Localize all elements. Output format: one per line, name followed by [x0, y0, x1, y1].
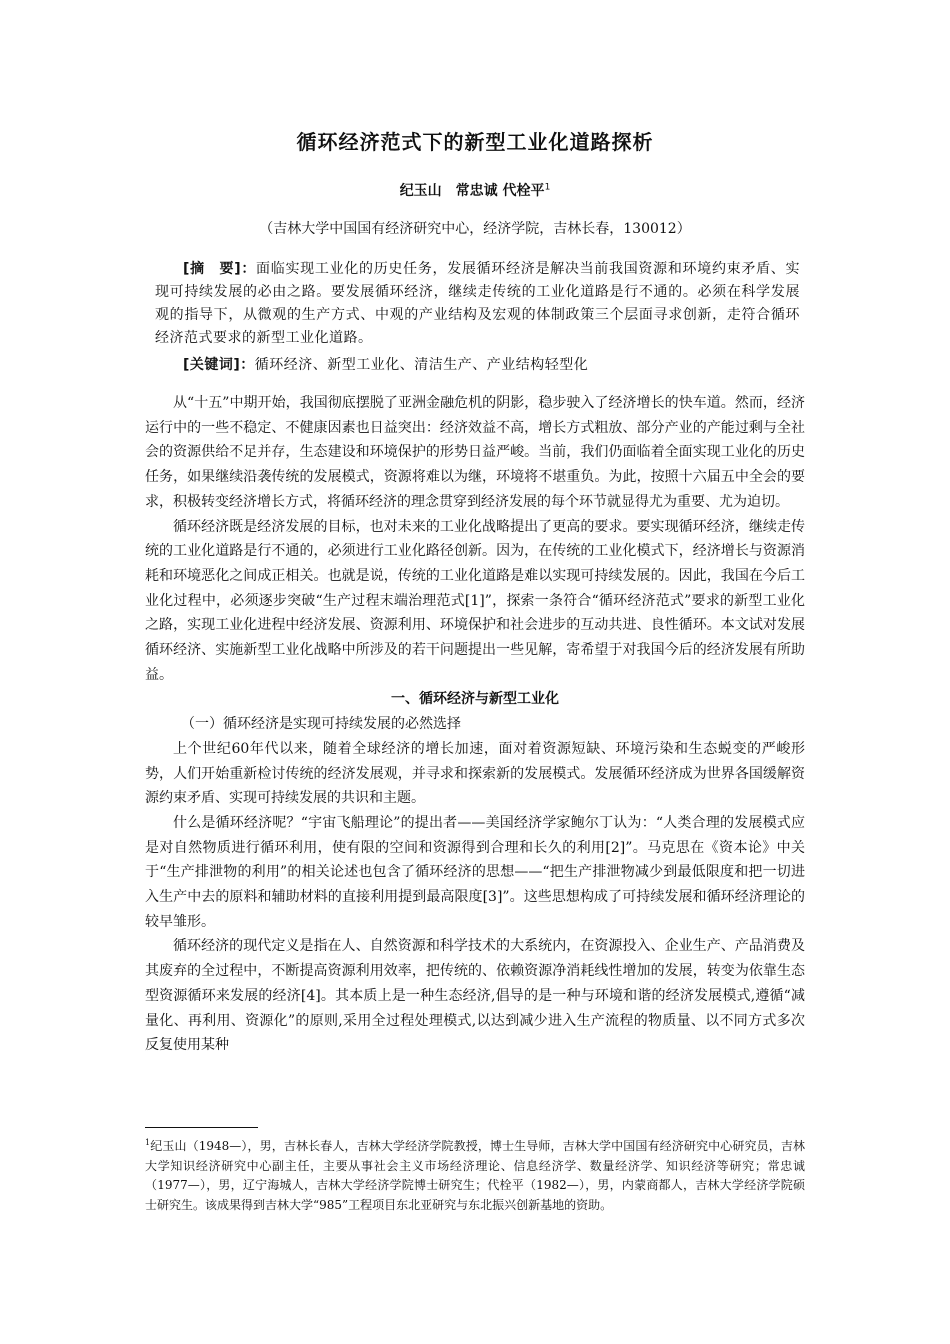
subsection-heading: （一）循环经济是实现可持续发展的必然选择 [181, 716, 461, 733]
keywords-text: 循环经济、新型工业化、清洁生产、产业结构轻型化 [254, 357, 589, 373]
intro-paragraph: 循环经济既是经济发展的目标，也对未来的工业化战略提出了更高的要求。要实现循环经济，继续走传统的工业化道路是行不通的，必须进行工业化路径创新。因为，在传统的工业化模式下，经济增长与资源消耗和环境恶化之间成正相关。也就是说，传统的工业化道路是难以实现可持续发展的。因此，我国在今后工业化过程中，必须逐步突破“生产过程末端治理范式[1]”，探索一条符合“循环经济范式”要求的新型工业化之路，实现工业化进程中经济发展、资源利用、环境保护和社会进步的互动共进、良性循环。本文试对发展循环经济、实施新型工业化战略中所涉及的若干问题提出一些见解，寄希望于对我国今后的经济发展有所助益。 [145, 518, 805, 683]
intro-paragraph: 从“十五”中期开始，我国彻底摆脱了亚洲金融危机的阴影，稳步驶入了经济增长的快车道。然而，经济运行中的一些不稳定、不健康因素也日益突出：经济效益不高，增长方式粗放、部分产业的产能过剩与全社会的资源供给不足并存，生态建设和环境保护的形势日益严峻。当前，我们仍面临着全面实现工业化的历史任务，如果继续沿袭传统的发展模式，资源将难以为继，环境将不堪重负。为此，按照十六届五中全会的要求，积极转变经济增长方式，将循环经济的理念贯穿到经济发展的每个环节就显得尤为重要、尤为迫切。 [145, 395, 805, 510]
main-text [145, 391, 805, 1058]
footnote-divider [145, 1127, 258, 1128]
footnote-mark: 1 [145, 1138, 151, 1147]
body-paragraph: 上个世纪60年代以来，随着全球经济的增长加速，面对着资源短缺、环境污染和生态蜕变的严峻形势，人们开始重新检讨传统的经济发展观，并寻求和探索新的发展模式。发展循环经济成为世界各国缓解资源约束矛盾、实现可持续发展的共识和主题。 [145, 740, 805, 807]
footnote-text: 纪玉山（1948—），男，吉林长春人，吉林大学经济学院教授，博士生导师，吉林大学中国国有经济研究中心研究员，吉林大学知识经济研究中心副主任，主要从事社会主义市场经济理论、信息经济学、数量经济学、知识经济等研究；常忠诚（1977—），男，辽宁海城人，吉林大学经济学院博士研究生；代栓平（1982—），男，内蒙商都人，吉林大学经济学院硕士研究生。该成果得到吉林大学“985”工程项目东北亚研究与东北振兴创新基地的资助。 [145, 1139, 805, 1212]
author-line [0, 180, 950, 200]
author-footnote-mark: 1 [544, 182, 551, 193]
keywords [183, 354, 803, 374]
footnote [145, 1133, 805, 1215]
body-paragraph: 循环经济的现代定义是指在人、自然资源和科学技术的大系统内，在资源投入、企业生产、产品消费及其废弃的全过程中，不断提高资源利用效率，把传统的、依赖资源净消耗线性增加的发展，转变为依靠生态型资源循环来发展的经济[4]。其本质上是一种生态经济,倡导的是一种与环境和谐的经济发展模式,遵循“减量化、再利用、资源化”的原则,采用全过程处理模式,以达到减少进入生产流程的物质量、以不同方式多次反复使用某种 [145, 938, 805, 1054]
body-paragraph: 什么是循环经济呢？“宇宙飞船理论”的提出者——美国经济学家鲍尔丁认为：“人类合理的发展模式应是对自然物质进行循环利用，使有限的空间和资源得到合理和长久的利用[2]”。马克思在《资本论》中关于“生产排泄物的利用”的相关论述也包含了循环经济的思想——“把生产排泄物减少到最低限度和把一切进入生产中去的原料和辅助材料的直接利用提到最高限度[3]”。这些思想构成了可持续发展和循环经济理论的较早雏形。 [145, 814, 805, 930]
keywords-label: [关键词]： [183, 357, 255, 373]
section-heading: 一、循环经济与新型工业化 [391, 691, 559, 708]
author-names: 纪玉山 常忠诚 代栓平 [399, 183, 545, 199]
abstract-text: 面临实现工业化的历史任务，发展循环经济是解决当前我国资源和环境约束矛盾、实现可持续发展的必由之路。要发展循环经济，继续走传统的工业化道路是行不通的。必须在科学发展观的指导下，从微观的生产方式、中观的产业结构及宏观的体制政策三个层面寻求创新，走符合循环经济范式要求的新型工业化道路。 [155, 261, 801, 346]
paper-title: 循环经济范式下的新型工业化道路探析 [296, 130, 654, 154]
abstract [155, 258, 800, 350]
affiliation: （吉林大学中国国有经济研究中心，经济学院，吉林长春，130012） [259, 221, 691, 237]
abstract-label: [摘 要]： [183, 261, 257, 277]
